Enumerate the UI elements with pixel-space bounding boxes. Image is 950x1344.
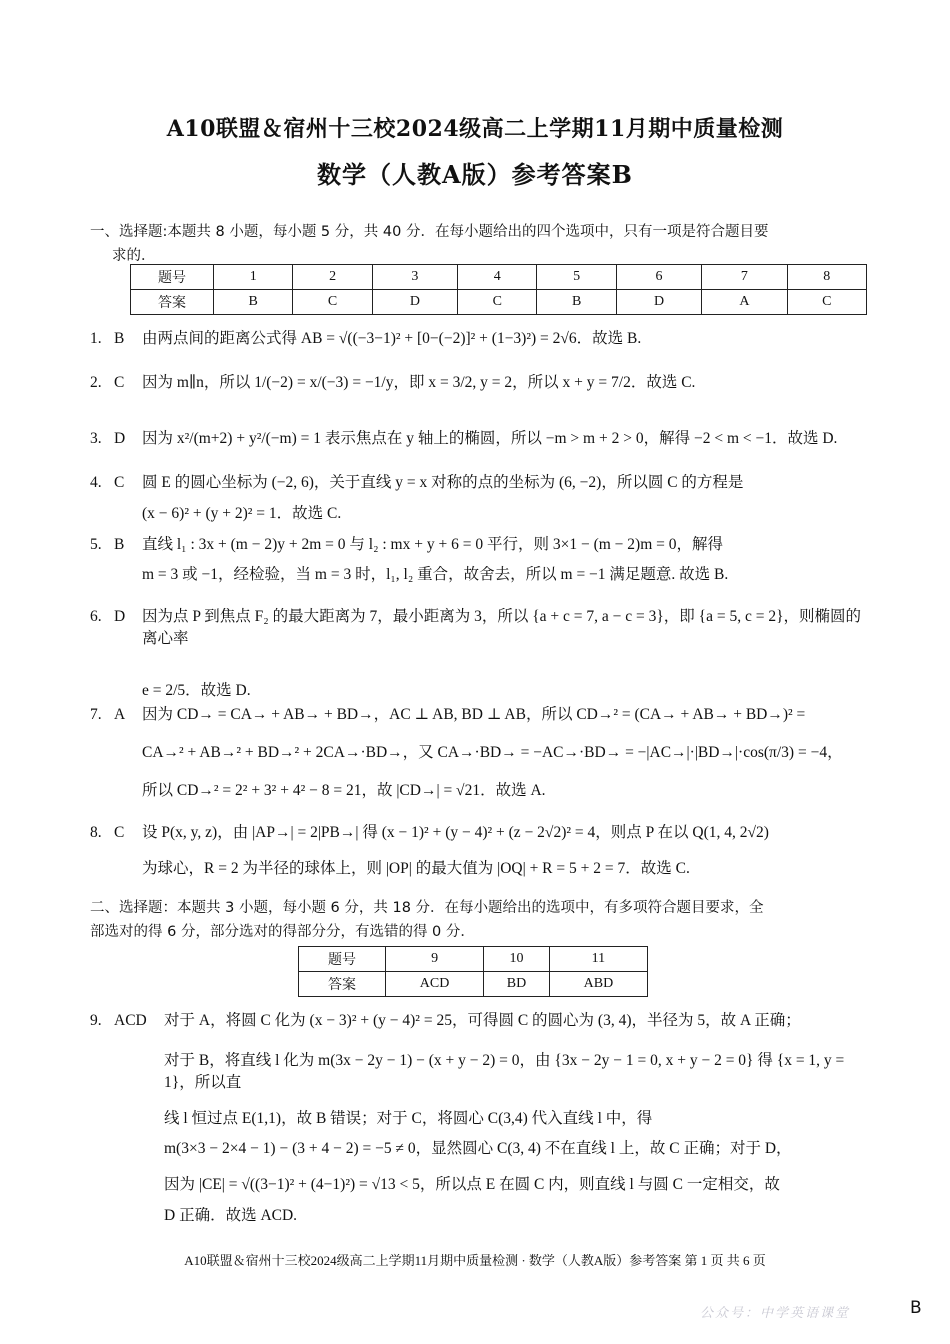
solution-line: m = 3 或 −1，经检验，当 m = 3 时，l₁, l₂ 重合，故舍去，所以 m = −1 满足题意. 故选 B. bbox=[142, 566, 729, 583]
question-answer: A bbox=[114, 706, 126, 723]
table-cell: 3 bbox=[372, 265, 457, 290]
table-cell: D bbox=[616, 290, 701, 315]
question-answer: C bbox=[114, 824, 125, 841]
table-cell: 1 bbox=[214, 265, 293, 290]
table-cell: 6 bbox=[616, 265, 701, 290]
page-subtitle: 数学（人教A版）参考答案B bbox=[317, 160, 633, 189]
question-number: 5. bbox=[90, 536, 102, 553]
solution-line: 由两点间的距离公式得 AB = √((−3−1)² + [0−(−2)]² + (1−3)²) = 2√6．故选 B. bbox=[142, 330, 642, 347]
table-header-cell: 答案 bbox=[299, 972, 386, 997]
solution-line: 因为 |CE| = √((3−1)² + (4−1)²) = √13 < 5，所以点 E 在圆 C 内，则直线 l 与圆 C 一定相交，故 bbox=[164, 1176, 780, 1193]
table-cell: C bbox=[787, 290, 866, 315]
table-cell: 11 bbox=[549, 947, 647, 972]
table-cell: A bbox=[702, 290, 787, 315]
question-number: 4. bbox=[90, 474, 102, 491]
section2-heading: 二、选择题：本题共 3 小题，每小题 6 分，共 18 分．在每小题给出的选项中，有多项符合题目要求，全 部选对的得 6 分，部分选对的得部分分，有选错的得 0 分． bbox=[90, 900, 764, 940]
section1-heading: 一、选择题:本题共 8 小题，每小题 5 分，共 40 分．在每小题给出的四个选项中，只有一项是符合题目要 求的． bbox=[90, 224, 769, 264]
page-footer: A10联盟＆宿州十三校2024级高二上学期11月期中质量检测 · 数学（人教A版）参考答案 第 1 页 共 6 页 bbox=[184, 1253, 766, 1268]
question-answer: ACD bbox=[114, 1012, 147, 1029]
table-cell: 2 bbox=[293, 265, 372, 290]
table-cell: D bbox=[372, 290, 457, 315]
solution-line: 为球心，R = 2 为半径的球体上，则 |OP| 的最大值为 |OQ| + R = 5 + 2 = 7．故选 C. bbox=[142, 860, 690, 877]
table-cell: 4 bbox=[458, 265, 537, 290]
question-number: 6. bbox=[90, 608, 102, 625]
solution-line: 圆 E 的圆心坐标为 (−2, 6)，关于直线 y = x 对称的点的坐标为 (6, −2)，所以圆 C 的方程是 bbox=[142, 474, 744, 491]
table-cell: BD bbox=[484, 972, 550, 997]
solution-line: 因为 x²/(m+2) + y²/(−m) = 1 表示焦点在 y 轴上的椭圆，所以 −m > m + 2 > 0，解得 −2 < m < −1．故选 D. bbox=[142, 430, 838, 447]
question-number: 8. bbox=[90, 824, 102, 841]
table-cell: C bbox=[293, 290, 372, 315]
question-number: 1. bbox=[90, 330, 102, 347]
table-cell: 7 bbox=[702, 265, 787, 290]
solution-line: CA→² + AB→² + BD→² + 2CA→·BD→，又 CA→·BD→ = −AC→·BD→ = −|AC→|·|BD→|·cos(π/3) = −4， bbox=[142, 744, 843, 761]
solution-line: 设 P(x, y, z)，由 |AP→| = 2|PB→| 得 (x − 1)² + (y − 4)² + (z − 2√2)² = 4，则点 P 在以 Q(1, 4, 2√2) bbox=[142, 824, 769, 841]
question-number: 7. bbox=[90, 706, 102, 723]
page-title: A10联盟＆宿州十三校2024级高二上学期11月期中质量检测 bbox=[166, 116, 784, 142]
solution-line: e = 2/5．故选 D. bbox=[142, 682, 251, 699]
table-header-cell: 答案 bbox=[131, 290, 214, 315]
table-cell: C bbox=[458, 290, 537, 315]
table-cell: 10 bbox=[484, 947, 550, 972]
table-cell: 9 bbox=[386, 947, 484, 972]
table-cell: ABD bbox=[549, 972, 647, 997]
question-number: 3. bbox=[90, 430, 102, 447]
section2-answer-table bbox=[298, 946, 648, 997]
table-cell: 5 bbox=[537, 265, 616, 290]
table-header-cell: 题号 bbox=[131, 265, 214, 290]
solution-line: (x − 6)² + (y + 2)² = 1．故选 C. bbox=[142, 505, 342, 522]
solution-line: 因为点 P 到焦点 F₂ 的最大距离为 7，最小距离为 3，所以 {a + c = 7, a − c = 3}，即 {a = 5, c = 2}，则椭圆的离心率 bbox=[142, 608, 862, 647]
question-answer: D bbox=[114, 608, 126, 625]
question-number: 2. bbox=[90, 374, 102, 391]
solution-line: 因为 CD→ = CA→ + AB→ + BD→，AC ⊥ AB, BD ⊥ AB，所以 CD→² = (CA→ + AB→ + BD→)² = bbox=[142, 706, 806, 723]
question-answer: C bbox=[114, 374, 125, 391]
table-cell: ACD bbox=[386, 972, 484, 997]
question-answer: B bbox=[114, 330, 125, 347]
watermark: 公众号：中学英语课堂 bbox=[700, 1306, 851, 1321]
corner-letter: B bbox=[910, 1298, 922, 1318]
section1-answer-table bbox=[130, 264, 867, 315]
solution-line: 对于 A，将圆 C 化为 (x − 3)² + (y − 4)² = 25，可得圆 C 的圆心为 (3, 4)，半径为 5，故 A 正确； bbox=[164, 1012, 801, 1029]
table-cell: B bbox=[214, 290, 293, 315]
solution-line: 因为 m∥n，所以 1/(−2) = x/(−3) = −1/y，即 x = 3/2, y = 2，所以 x + y = 7/2．故选 C. bbox=[142, 374, 696, 391]
question-answer: B bbox=[114, 536, 125, 553]
question-answer: C bbox=[114, 474, 125, 491]
solution-line: m(3×3 − 2×4 − 1) − (3 + 4 − 2) = −5 ≠ 0，显然圆心 C(3, 4) 不在直线 l 上，故 C 正确；对于 D， bbox=[164, 1140, 792, 1157]
solution-line: 所以 CD→² = 2² + 3² + 4² − 8 = 21，故 |CD→| = √21．故选 A. bbox=[142, 782, 546, 799]
solution-line: 线 l 恒过点 E(1,1)，故 B 错误；对于 C，将圆心 C(3,4) 代入直线 l 中，得 bbox=[164, 1110, 653, 1127]
question-answer: D bbox=[114, 430, 126, 447]
table-cell: 8 bbox=[787, 265, 866, 290]
solution-line: D 正确．故选 ACD. bbox=[164, 1207, 298, 1224]
question-number: 9. bbox=[90, 1012, 102, 1029]
table-header-cell: 题号 bbox=[299, 947, 386, 972]
solution-line: 直线 l₁ : 3x + (m − 2)y + 2m = 0 与 l₂ : mx + y + 6 = 0 平行，则 3×1 − (m − 2)m = 0，解得 bbox=[142, 536, 723, 553]
table-cell: B bbox=[537, 290, 616, 315]
solution-line: 对于 B，将直线 l 化为 m(3x − 2y − 1) − (x + y − 2) = 0，由 {3x − 2y − 1 = 0, x + y − 2 = 0} 得 {x = 1, y = 1}，所以直 bbox=[164, 1052, 845, 1091]
